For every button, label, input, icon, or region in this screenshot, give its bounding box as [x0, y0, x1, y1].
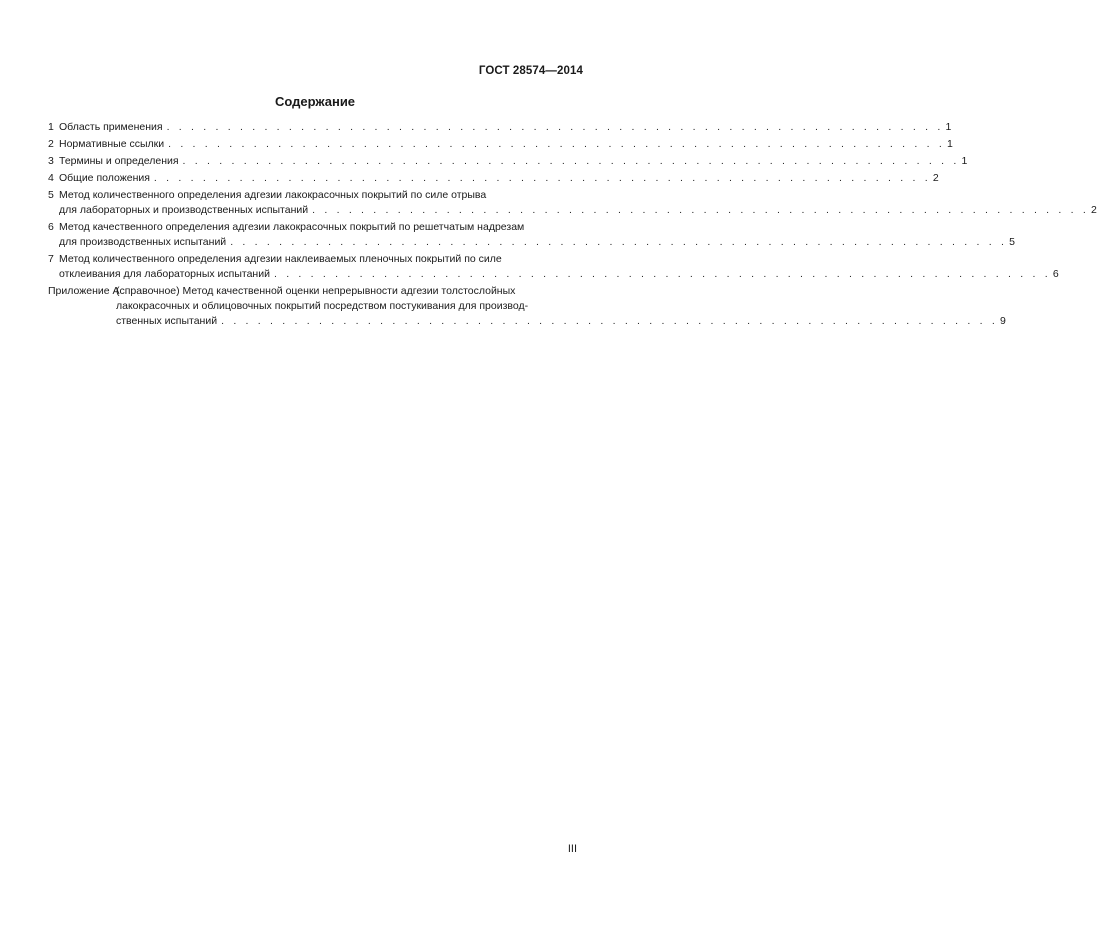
- page-number: III: [567, 843, 577, 855]
- toc-leader-dots: . . . . . . . . . . . . . . . . . . . . . . . . . . . . . . . . . . . . . . . . . . . . . . . . . . . . . . . . . . . . . . . .: [312, 204, 1089, 216]
- toc-entry-title-line: Метод качественного определения адгезии лакокрасочных покрытий по решетчатым надрезам: [59, 221, 525, 233]
- appendix-title-line: ственных испытаний: [116, 315, 218, 327]
- toc-leader-dots: . . . . . . . . . . . . . . . . . . . . . . . . . . . . . . . . . . . . . . . . . . . . . . . . . . . . . . . . . . . . . . . .: [230, 236, 1008, 248]
- toc-leader-dots: . . . . . . . . . . . . . . . . . . . . . . . . . . . . . . . . . . . . . . . . . . . . . . . . . . . . . . . . . . . . . . . .: [273, 268, 1051, 280]
- toc-entry-page: 2: [932, 172, 939, 184]
- document-code: ГОСТ 28574—2014: [478, 65, 583, 77]
- toc-entry[interactable]: [48, 120, 952, 135]
- toc-leader-dots: . . . . . . . . . . . . . . . . . . . . . . . . . . . . . . . . . . . . . . . . . . . . . . . . . . . . . . . . . . . . . . . .: [168, 138, 945, 150]
- toc-entry-title-line: Метод количественного определения адгезии наклеиваемых пленочных покрытий по силе: [59, 253, 502, 265]
- toc-entry-title: Термины и определения: [59, 155, 179, 167]
- toc-entry[interactable]: [48, 220, 1015, 250]
- toc-entry-page: 5: [1009, 236, 1015, 248]
- toc-entry-number: 7: [48, 253, 54, 265]
- toc-entry-title: Область применения: [59, 121, 163, 133]
- toc-leader-dots: . . . . . . . . . . . . . . . . . . . . . . . . . . . . . . . . . . . . . . . . . . . . . . . . . . . . . . . . . . . . . . . .: [153, 172, 931, 184]
- toc-entry-page: 1: [946, 138, 953, 150]
- toc-entry-page: 1: [945, 121, 952, 133]
- toc-appendix-entry[interactable]: [48, 284, 1006, 329]
- toc-title: Содержание: [274, 94, 356, 109]
- toc-entry-number: 2: [48, 138, 54, 150]
- toc-leader-dots: . . . . . . . . . . . . . . . . . . . . . . . . . . . . . . . . . . . . . . . . . . . . . . . . . . . . . . . . . . . . . . . .: [166, 121, 944, 133]
- appendix-label: Приложение А: [48, 285, 120, 297]
- appendix-title-line: (справочное) Метод качественной оценки непрерывности адгезии толстослойных: [116, 285, 516, 297]
- toc-entry[interactable]: [48, 154, 968, 169]
- toc-entry-number: 1: [48, 121, 54, 133]
- toc-leader-dots: . . . . . . . . . . . . . . . . . . . . . . . . . . . . . . . . . . . . . . . . . . . . . . . . . . . . . . . . . . . . . . . .: [182, 155, 960, 167]
- toc-entry-number: 6: [48, 221, 54, 233]
- toc-entry[interactable]: [48, 252, 1059, 282]
- toc-entry-number: 5: [48, 189, 54, 201]
- appendix-page: 9: [999, 315, 1006, 327]
- toc-entry-number: 3: [48, 155, 54, 167]
- toc-entry-title: Общие положения: [59, 172, 150, 184]
- table-of-contents: [48, 120, 1097, 329]
- toc-entry-title-line: отклеивания для лабораторных испытаний: [59, 268, 270, 280]
- toc-entry-page: 6: [1052, 268, 1059, 280]
- toc-entry-page: 2: [1091, 204, 1097, 216]
- toc-leader-dots: . . . . . . . . . . . . . . . . . . . . . . . . . . . . . . . . . . . . . . . . . . . . . . . . . . . . . . . . . . . . . . . .: [221, 315, 998, 327]
- toc-entry[interactable]: [48, 188, 1097, 218]
- toc-entry-title: Нормативные ссылки: [59, 138, 165, 150]
- toc-entry-title-line: для производственных испытаний: [59, 236, 227, 248]
- toc-entry[interactable]: [48, 137, 953, 152]
- toc-entry-page: 1: [961, 155, 968, 167]
- toc-entry-title-line: для лабораторных и производственных испытаний: [59, 204, 309, 216]
- toc-entry[interactable]: [48, 171, 939, 186]
- appendix-title-line: лакокрасочных и облицовочных покрытий посредством постукивания для производ-: [116, 300, 529, 312]
- toc-entry-number: 4: [48, 172, 54, 184]
- toc-entry-title-line: Метод количественного определения адгезии лакокрасочных покрытий по силе отрыва: [59, 189, 487, 201]
